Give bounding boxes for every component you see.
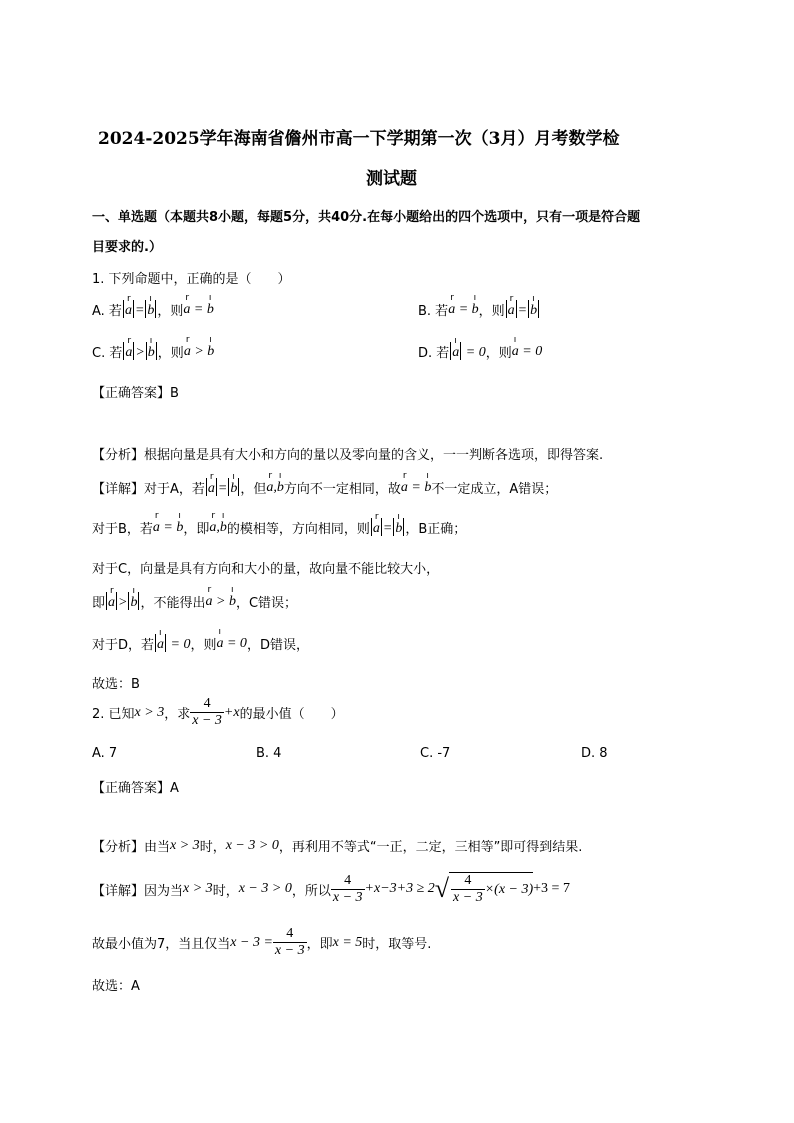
math-expr: x − 3 = [230, 934, 273, 950]
q1-answer: 【正确答案】B [92, 386, 179, 401]
math-expr: a r = b ı [400, 470, 432, 495]
q1-option-b [418, 292, 540, 319]
q1-detail-d [92, 626, 309, 653]
text: ，求 [164, 707, 191, 722]
math-expr: a r = b ı [124, 294, 155, 318]
q1-analysis: 【分析】根据向量是具有大小和方向的量以及零向量的含义，一一判断各选项，即得答案. [92, 448, 604, 463]
math-expr: a r > b ı [205, 584, 236, 609]
option-label: A. 若 [92, 304, 122, 319]
text: ，所以 [291, 883, 331, 899]
fraction: $\frac{4}{x - 3}$ [332, 872, 363, 905]
q1-option-c [92, 334, 215, 361]
text: 时， [199, 840, 226, 855]
option-label: B. 若 [418, 304, 449, 319]
math-expr: a ı = 0 [216, 626, 247, 651]
q1-detail-c1: 对于C，向量是具有方向和大小的量，故向量不能比较大小， [92, 562, 440, 577]
math-expr: x > 3 [134, 704, 165, 720]
math-expr: +x [223, 704, 240, 720]
math-expr: a ı = 0 [511, 334, 543, 359]
option-label: D. 若 [418, 346, 450, 361]
q2-detail [92, 872, 570, 906]
text: 时， [212, 883, 239, 899]
text: ，B正确； [405, 522, 467, 537]
q2-option-d: D. 8 [581, 746, 608, 761]
math-expr: a r > b ı [125, 336, 155, 360]
text: 的模相等，方向相同，则 [226, 522, 370, 537]
option-label: C. 若 [92, 346, 123, 361]
math-expr: a ı = 0 [452, 336, 486, 360]
math-expr: x > 3 [183, 881, 213, 896]
fraction: $\frac{4}{x - 3}$ [274, 926, 305, 958]
text: 对于B，若 [92, 522, 153, 537]
q2-option-b: B. 4 [256, 746, 282, 761]
math-expr: +x−3+3 ≥ 2 [364, 881, 435, 896]
text: ，即 [306, 937, 333, 952]
q1-detail-b [92, 510, 467, 537]
question-2-stem [92, 696, 344, 729]
math-expr: a r ,b ı [209, 510, 227, 535]
text: ，即 [183, 522, 210, 537]
fraction: $\frac{4}{x - 3}$ [192, 696, 222, 728]
text: 不一定成立，A错误； [431, 482, 558, 497]
question-1-stem: 1. 下列命题中，正确的是（ ） [92, 272, 291, 287]
q2-choose: 故选：A [92, 979, 140, 994]
text: 【分析】由当 [92, 840, 171, 855]
math-expr: x > 3 [170, 837, 200, 853]
math-expr: x − 3 > 0 [225, 837, 279, 853]
math-expr: a ı = 0 [157, 628, 191, 652]
q1-option-d [418, 334, 543, 361]
q1-detail-a [92, 470, 558, 497]
math-expr: a r = b ı [152, 510, 184, 535]
q2-conclusion [92, 926, 431, 959]
option-text: ，则 [478, 304, 505, 319]
option-text: ，则 [485, 346, 512, 361]
q2-answer: 【正确答案】A [92, 781, 179, 796]
q1-choose: 故选：B [92, 677, 140, 692]
text: 2. 已知 [92, 707, 135, 722]
section-header-line2: 目要求的.） [92, 240, 162, 255]
math-expr: a r = b ı [372, 512, 403, 536]
text: 时，取等号. [362, 937, 432, 952]
q2-analysis [92, 836, 582, 855]
text: 【详解】因为当 [92, 883, 184, 899]
text: 即 [92, 596, 106, 611]
text: ，再利用不等式“一正，二定，三相等”即可得到结果. [278, 840, 583, 855]
math-expr: a r > b ı [183, 334, 215, 359]
math-expr: a r = b ı [448, 292, 479, 317]
page-title-line2: 测试题 [366, 169, 417, 189]
text: 方向不一定相同，故 [283, 482, 401, 497]
section-header: 一、单选题（本题共8小题，每题5分，共40分.在每小题给出的四个选项中，只有一项是符合题 [92, 210, 641, 225]
math-expr: +3 = 7 [533, 881, 570, 896]
text: 的最小值（ ） [239, 707, 344, 722]
q2-option-c: C. -7 [420, 746, 451, 761]
math-expr: a r = b ı [507, 294, 538, 318]
text: ，D错误， [246, 638, 309, 653]
q1-detail-c2 [92, 584, 298, 611]
text: ，但 [240, 482, 267, 497]
text: 故最小值为7，当且仅当 [92, 937, 231, 952]
math-expr: a r = b ı [183, 292, 214, 317]
sqrt-expr: √ $\frac{4}{x - 3}$ ×(x − 3) [434, 873, 534, 905]
text: ，C错误； [235, 596, 298, 611]
math-expr: x = 5 [332, 934, 363, 950]
math-expr: a r = b ı [207, 472, 238, 496]
q2-option-a: A. 7 [92, 746, 118, 761]
math-expr: a r ,b ı [266, 470, 284, 495]
math-expr: a r > b ı [108, 586, 138, 610]
math-expr: x − 3 > 0 [238, 881, 292, 896]
option-text: ，则 [157, 346, 184, 361]
q1-option-a [92, 292, 214, 319]
text: 【详解】对于A，若 [92, 482, 205, 497]
page-title: 2024-2025学年海南省儋州市高一下学期第一次（3月）月考数学检 [98, 129, 620, 149]
text: 对于D，若 [92, 638, 155, 653]
option-text: ，则 [157, 304, 184, 319]
text: ，不能得出 [140, 596, 206, 611]
text: ，则 [190, 638, 217, 653]
